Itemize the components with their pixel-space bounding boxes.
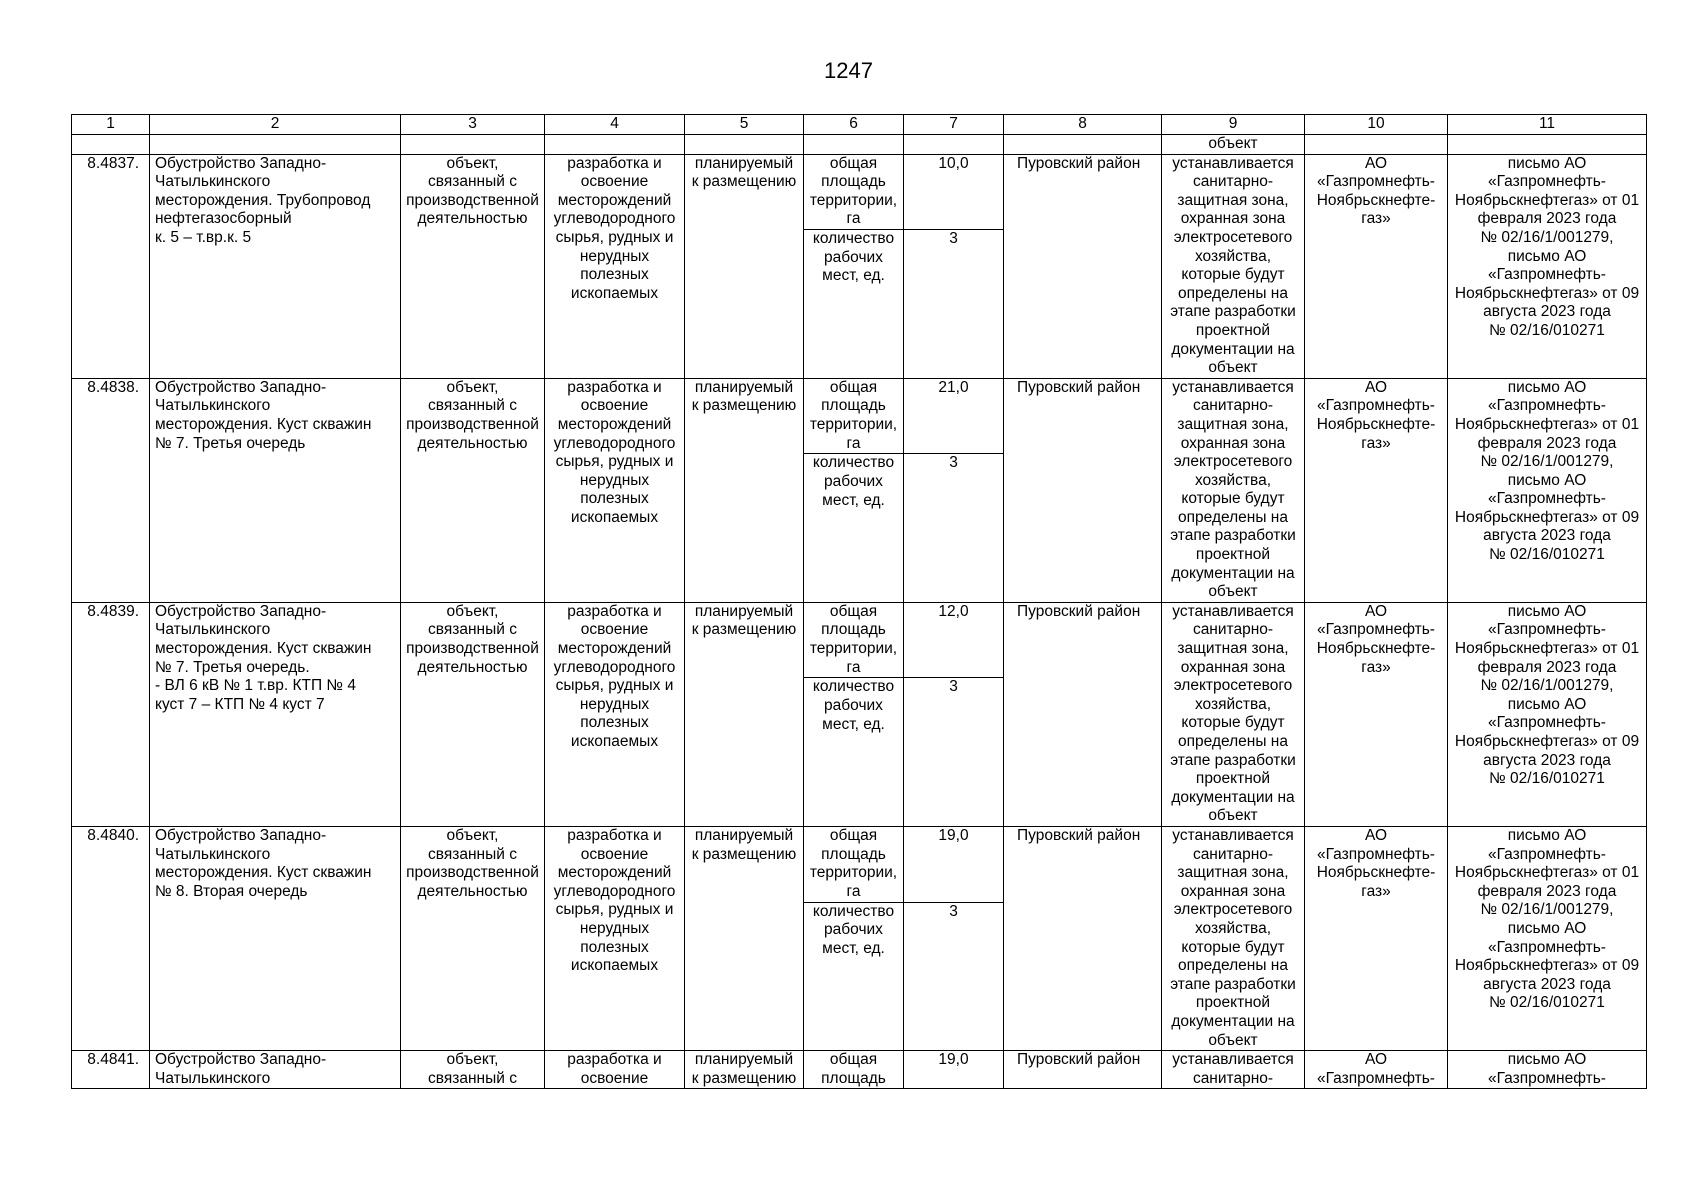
indicator-value: 12,0 (904, 602, 1004, 678)
object-name: Обустройство Западно- Чатылькинского месторождения. Куст скважин № 7. Третья очередь. - ВЛ 6 кВ № 1 т.вр. КТП № 4 куст 7 – КТП № 4 куст 7 (150, 602, 401, 826)
objects-table (71, 114, 1647, 1089)
indicator-name: количество рабочих мест, ед. (804, 678, 904, 827)
object-name: Обустройство Западно- Чатылькинского месторождения. Куст скважин № 8. Вторая очередь (150, 826, 401, 1050)
column-header: 11 (1448, 115, 1647, 135)
object-purpose: разработка и освоение месторождений углеводородного сырья, рудных и нерудных полезных ископаемых (545, 826, 685, 1050)
basis-document: письмо АО «Газпромнефть- Ноябрьскнефтегаз» от 01 февраля 2023 года № 02/16/1/001279, письмо АО «Газпромнефть- Ноябрьскнефтегаз» от 09 августа 2023 года № 02/16/010271 (1448, 602, 1647, 826)
table-row (72, 826, 1647, 902)
column-header: 5 (685, 115, 804, 135)
object-type: объект, связанный с производственной деятельностью (401, 826, 545, 1050)
indicator-value: 19,0 (904, 826, 1004, 902)
object-name: Обустройство Западно- Чатылькинского (150, 1051, 401, 1089)
indicator-name: общая площадь (804, 1051, 904, 1089)
indicator-value: 19,0 (904, 1051, 1004, 1089)
object-purpose: разработка и освоение (545, 1051, 685, 1089)
object-purpose: разработка и освоение месторождений углеводородного сырья, рудных и нерудных полезных ископаемых (545, 154, 685, 378)
location: Пуровский район (1004, 154, 1162, 378)
column-header: 3 (401, 115, 545, 135)
page-number: 1247 (824, 58, 873, 83)
indicator-name: количество рабочих мест, ед. (804, 902, 904, 1051)
table-row (72, 378, 1647, 454)
column-header: 6 (804, 115, 904, 135)
indicator-name: общая площадь территории, га (804, 826, 904, 902)
continuation-cell-zone: объект (1162, 135, 1305, 155)
zone-info: устанавливается санитарно- защитная зона, охранная зона электросетевого хозяйства, которые будут определены на этапе разработки проектной документации на объект (1162, 602, 1305, 826)
object-type: объект, связанный с производственной деятельностью (401, 602, 545, 826)
column-header: 10 (1305, 115, 1448, 135)
zone-info: устанавливается санитарно- защитная зона, охранная зона электросетевого хозяйства, которые будут определены на этапе разработки проектной документации на объект (1162, 154, 1305, 378)
indicator-name: общая площадь территории, га (804, 602, 904, 678)
row-number: 8.4840. (72, 826, 150, 1050)
basis-document: письмо АО «Газпромнефть- (1448, 1051, 1647, 1089)
row-number: 8.4841. (72, 1051, 150, 1089)
location: Пуровский район (1004, 378, 1162, 602)
location: Пуровский район (1004, 826, 1162, 1050)
indicator-name: общая площадь территории, га (804, 378, 904, 454)
object-type: объект, связанный с производственной деятельностью (401, 154, 545, 378)
indicator-name: общая площадь территории, га (804, 154, 904, 230)
object-name: Обустройство Западно- Чатылькинского месторождения. Куст скважин № 7. Третья очередь (150, 378, 401, 602)
indicator-name: количество рабочих мест, ед. (804, 454, 904, 603)
row-number: 8.4839. (72, 602, 150, 826)
basis-document: письмо АО «Газпромнефть- Ноябрьскнефтегаз» от 01 февраля 2023 года № 02/16/1/001279, письмо АО «Газпромнефть- Ноябрьскнефтегаз» от 09 августа 2023 года № 02/16/010271 (1448, 826, 1647, 1050)
indicator-value: 10,0 (904, 154, 1004, 230)
column-header: 7 (904, 115, 1004, 135)
owner: АО «Газпромнефть- (1305, 1051, 1448, 1089)
basis-document: письмо АО «Газпромнефть- Ноябрьскнефтегаз» от 01 февраля 2023 года № 02/16/1/001279, письмо АО «Газпромнефть- Ноябрьскнефтегаз» от 09 августа 2023 года № 02/16/010271 (1448, 378, 1647, 602)
column-header: 8 (1004, 115, 1162, 135)
object-status: планируемый к размещению (685, 1051, 804, 1089)
object-type: объект, связанный с производственной деятельностью (401, 378, 545, 602)
table-row (72, 602, 1647, 678)
location: Пуровский район (1004, 602, 1162, 826)
owner: АО «Газпромнефть- Ноябрьскнефте- газ» (1305, 602, 1448, 826)
zone-info: устанавливается санитарно- защитная зона, охранная зона электросетевого хозяйства, которые будут определены на этапе разработки проектной документации на объект (1162, 378, 1305, 602)
indicator-value: 3 (904, 902, 1004, 1051)
indicator-name: количество рабочих мест, ед. (804, 230, 904, 379)
location: Пуровский район (1004, 1051, 1162, 1089)
object-name: Обустройство Западно- Чатылькинского месторождения. Трубопровод нефтегазосборный к. 5 – т.вр.к. 5 (150, 154, 401, 378)
indicator-value: 21,0 (904, 378, 1004, 454)
zone-info: устанавливается санитарно- (1162, 1051, 1305, 1089)
owner: АО «Газпромнефть- Ноябрьскнефте- газ» (1305, 378, 1448, 602)
basis-document: письмо АО «Газпромнефть- Ноябрьскнефтегаз» от 01 февраля 2023 года № 02/16/1/001279, письмо АО «Газпромнефть- Ноябрьскнефтегаз» от 09 августа 2023 года № 02/16/010271 (1448, 154, 1647, 378)
object-status: планируемый к размещению (685, 154, 804, 378)
table-row (72, 154, 1647, 230)
row-number: 8.4837. (72, 154, 150, 378)
row-number: 8.4838. (72, 378, 150, 602)
object-status: планируемый к размещению (685, 602, 804, 826)
object-type: объект, связанный с (401, 1051, 545, 1089)
indicator-value: 3 (904, 454, 1004, 603)
continuation-row (72, 135, 1647, 155)
table-header-row (72, 115, 1647, 135)
object-purpose: разработка и освоение месторождений углеводородного сырья, рудных и нерудных полезных ископаемых (545, 378, 685, 602)
object-status: планируемый к размещению (685, 826, 804, 1050)
owner: АО «Газпромнефть- Ноябрьскнефте- газ» (1305, 154, 1448, 378)
column-header: 1 (72, 115, 150, 135)
object-status: планируемый к размещению (685, 378, 804, 602)
column-header: 9 (1162, 115, 1305, 135)
column-header: 4 (545, 115, 685, 135)
column-header: 2 (150, 115, 401, 135)
indicator-value: 3 (904, 230, 1004, 379)
owner: АО «Газпромнефть- Ноябрьскнефте- газ» (1305, 826, 1448, 1050)
object-purpose: разработка и освоение месторождений углеводородного сырья, рудных и нерудных полезных ископаемых (545, 602, 685, 826)
zone-info: устанавливается санитарно- защитная зона, охранная зона электросетевого хозяйства, которые будут определены на этапе разработки проектной документации на объект (1162, 826, 1305, 1050)
indicator-value: 3 (904, 678, 1004, 827)
table-row-partial (72, 1051, 1647, 1089)
